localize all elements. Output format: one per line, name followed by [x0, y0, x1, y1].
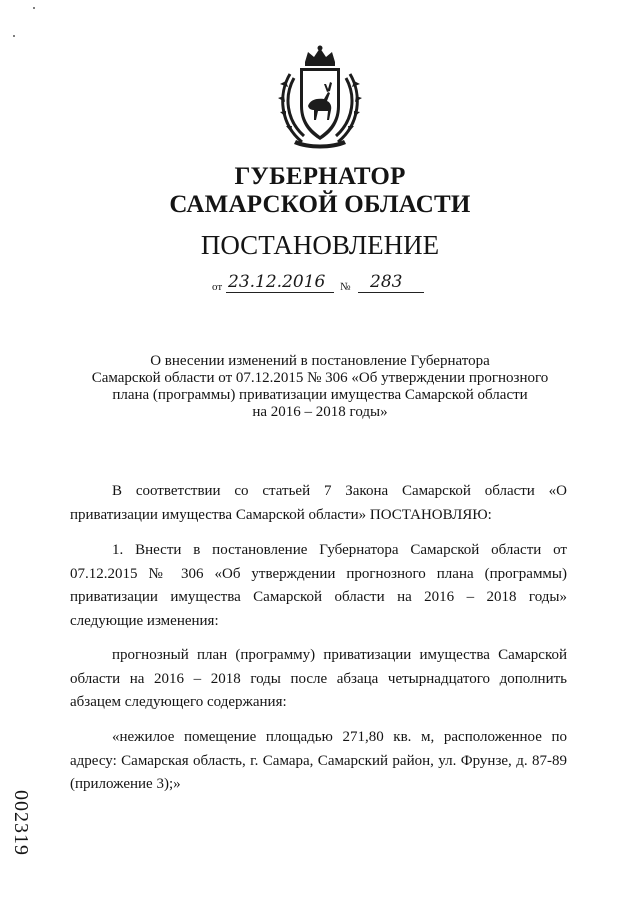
date-value: 23.12.2016 [228, 272, 326, 292]
scan-speck [33, 7, 35, 9]
paragraph-text: «нежилое помещение площадью 271,80 кв. м, расположенное по адресу: Самарская область, г. Самара, Самарский район, ул. Фрунзе, д. 87-89 (приложение 3);» [70, 729, 567, 792]
document-type: ПОСТАНОВЛЕНИЕ [200, 230, 440, 260]
body-paragraph-3 [70, 644, 567, 715]
subject-line: на 2016 – 2018 годы» [252, 404, 388, 420]
margin-stamp [10, 790, 48, 880]
org-title-line2: САМАРСКОЙ ОБЛАСТИ [169, 191, 471, 218]
subject-line: плана (программы) приватизации имущества Самарской области [112, 387, 528, 403]
number-underline [358, 292, 424, 293]
body-paragraph-2 [70, 539, 567, 633]
coat-of-arms-icon [272, 44, 368, 152]
date-underline [226, 292, 334, 293]
margin-stamp-number: 002319 [10, 790, 32, 856]
number-label: № [340, 281, 351, 293]
subject-line: Самарской области от 07.12.2015 № 306 «Об утверждении прогнозного [91, 370, 549, 386]
paragraph-text: 1. Внести в постановление Губернатора Самарской области от 07.12.2015 № 306 «Об утверждении прогнозного плана (программы) приватизации имущества Самарской области на 2016 – 2018 годы» следующие изменения: [70, 542, 567, 629]
date-label: от [212, 281, 223, 293]
subject-line: О внесении изменений в постановление Губернатора [150, 353, 490, 369]
number-value: 283 [370, 272, 403, 292]
body-paragraph-4 [70, 726, 567, 797]
body-paragraph-1 [70, 480, 567, 527]
paragraph-text: В соответствии со статьей 7 Закона Самарской области «О приватизации имущества Самарской области» ПОСТАНОВЛЯЮ: [70, 483, 567, 523]
document-subject [70, 353, 570, 421]
scan-speck [13, 35, 15, 37]
date-number-row [212, 272, 442, 296]
paragraph-text: прогнозный план (программу) приватизации имущества Самарской области на 2016 – 2018 годы после абзаца четырнадцатого дополнить абзацем следующего содержания: [70, 647, 567, 710]
org-title-line1: ГУБЕРНАТОР [234, 163, 406, 190]
